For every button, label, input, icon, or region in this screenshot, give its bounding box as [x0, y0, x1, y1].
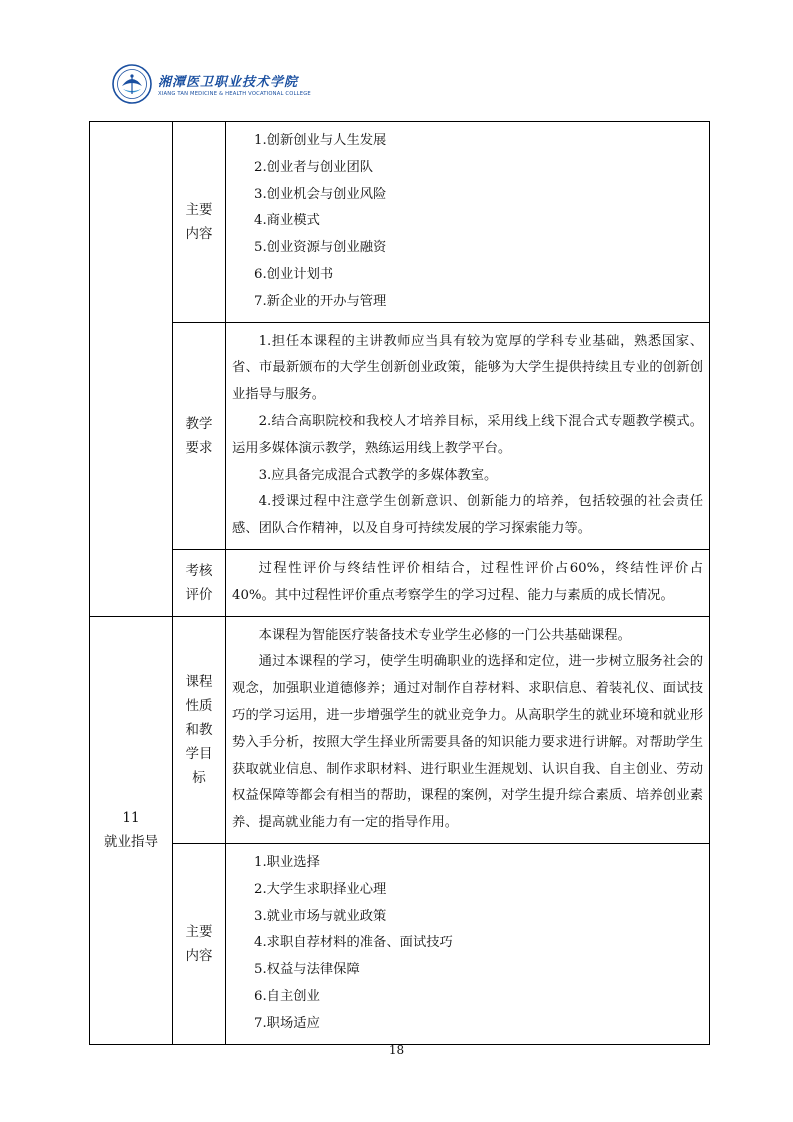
list-item: 6.创业计划书 [254, 266, 334, 282]
course-table [89, 121, 710, 1045]
row-label-line: 内容 [185, 225, 213, 242]
row-label-line: 学目 [185, 745, 213, 762]
course-goals-text [226, 616, 710, 843]
page-header [112, 62, 311, 106]
row-label-line: 要求 [185, 439, 213, 456]
college-emblem-icon [112, 64, 152, 104]
row-label-assessment [173, 549, 226, 616]
list-item: 1.职业选择 [254, 854, 320, 870]
school-name-en: XIANG TAN MEDICINE & HEALTH VOCATIONAL COLLEGE [158, 91, 311, 97]
assessment-text [226, 549, 710, 616]
list-item: 5.权益与法律保障 [254, 962, 360, 978]
row-label-line: 课程 [185, 673, 213, 690]
list-item: 6.自主创业 [254, 988, 320, 1004]
paragraph: 3.应具备完成混合式教学的多媒体教室。 [258, 467, 498, 483]
row-label-line: 和教 [185, 721, 213, 738]
row-label-teaching-requirements [173, 322, 226, 549]
row-label-line: 性质 [185, 697, 213, 714]
row-label-main-content [173, 122, 226, 323]
row-label-line: 主要 [185, 201, 213, 218]
list-item: 2.创业者与创业团队 [254, 159, 374, 175]
paragraph: 4.授课过程中注意学生创新意识、创新能力的培养，包括较强的社会责任感、团队合作精神，以及自身可持续发展的学习探索能力等。 [232, 494, 703, 537]
row-label-course-content [173, 843, 226, 1044]
paragraph: 2.结合高职院校和我校人才培养目标，采用线上线下混合式专题教学模式。运用多媒体演示教学，熟练运用线上教学平台。 [232, 413, 703, 456]
row-label-line: 评价 [185, 586, 213, 603]
list-item: 3.就业市场与就业政策 [254, 908, 387, 924]
table-row [90, 322, 710, 549]
row-label-line: 标 [192, 769, 206, 786]
list-item: 7.新企业的开办与管理 [254, 293, 387, 309]
row-label-line: 内容 [185, 947, 213, 964]
list-item: 4.商业模式 [254, 213, 320, 229]
row-label-course-goals [173, 616, 226, 843]
previous-course-cell [90, 122, 173, 617]
course-number: 11 [122, 810, 140, 827]
course-name: 就业指导 [104, 834, 158, 851]
logo-text [158, 71, 311, 97]
row-label-line: 主要 [185, 923, 213, 940]
row-label-line: 考核 [185, 562, 213, 579]
main-content-list [226, 122, 710, 323]
paragraph: 过程性评价与终结性评价相结合，过程性评价占60%，终结性评价占40%。其中过程性评价重点考察学生的学习过程、能力与素质的成长情况。 [232, 560, 703, 603]
table-row [90, 122, 710, 323]
teaching-requirements-text [226, 322, 710, 549]
paragraph: 1.担任本课程的主讲教师应当具有较为宽厚的学科专业基础，熟悉国家、省、市最新颁布的大学生创新创业政策，能够为大学生提供持续且专业的创新创业指导与服务。 [232, 333, 703, 403]
list-item: 2.大学生求职择业心理 [254, 881, 387, 897]
list-item: 7.职场适应 [254, 1015, 320, 1031]
paragraph: 本课程为智能医疗装备技术专业学生必修的一门公共基础课程。 [258, 627, 631, 643]
list-item: 4.求职自荐材料的准备、面试技巧 [254, 935, 453, 951]
list-item: 5.创业资源与创业融资 [254, 240, 387, 256]
paragraph: 通过本课程的学习，使学生明确职业的选择和定位，进一步树立服务社会的观念，加强职业道德修养；通过对制作自荐材料、求职信息、着装礼仪、面试技巧的学习运用，进一步增强学生的就业竞争力。从高职学生的就业环境和就业形势入手分析，按照大学生择业所需要具备的知识能力要求进行讲解。对帮助学生获取就业信息、制作求职材料、进行职业生涯规划、认识自我、自主创业、劳动权益保障等都会有相当的帮助，课程的案例，对学生提升综合素质、培养创业素养、提高就业能力有一定的指导作用。 [232, 654, 703, 831]
list-item: 1.创新创业与人生发展 [254, 133, 387, 148]
list-item: 3.创业机会与创业风险 [254, 186, 387, 202]
page-number: 18 [388, 1043, 405, 1057]
school-name-cn: 湘潭医卫职业技术学院 [158, 75, 299, 90]
course-name-cell [90, 616, 173, 1044]
row-label-line: 教学 [185, 415, 213, 432]
table-row [90, 616, 710, 843]
table-row [90, 549, 710, 616]
course-content-list [226, 843, 710, 1044]
table-row [90, 843, 710, 1044]
